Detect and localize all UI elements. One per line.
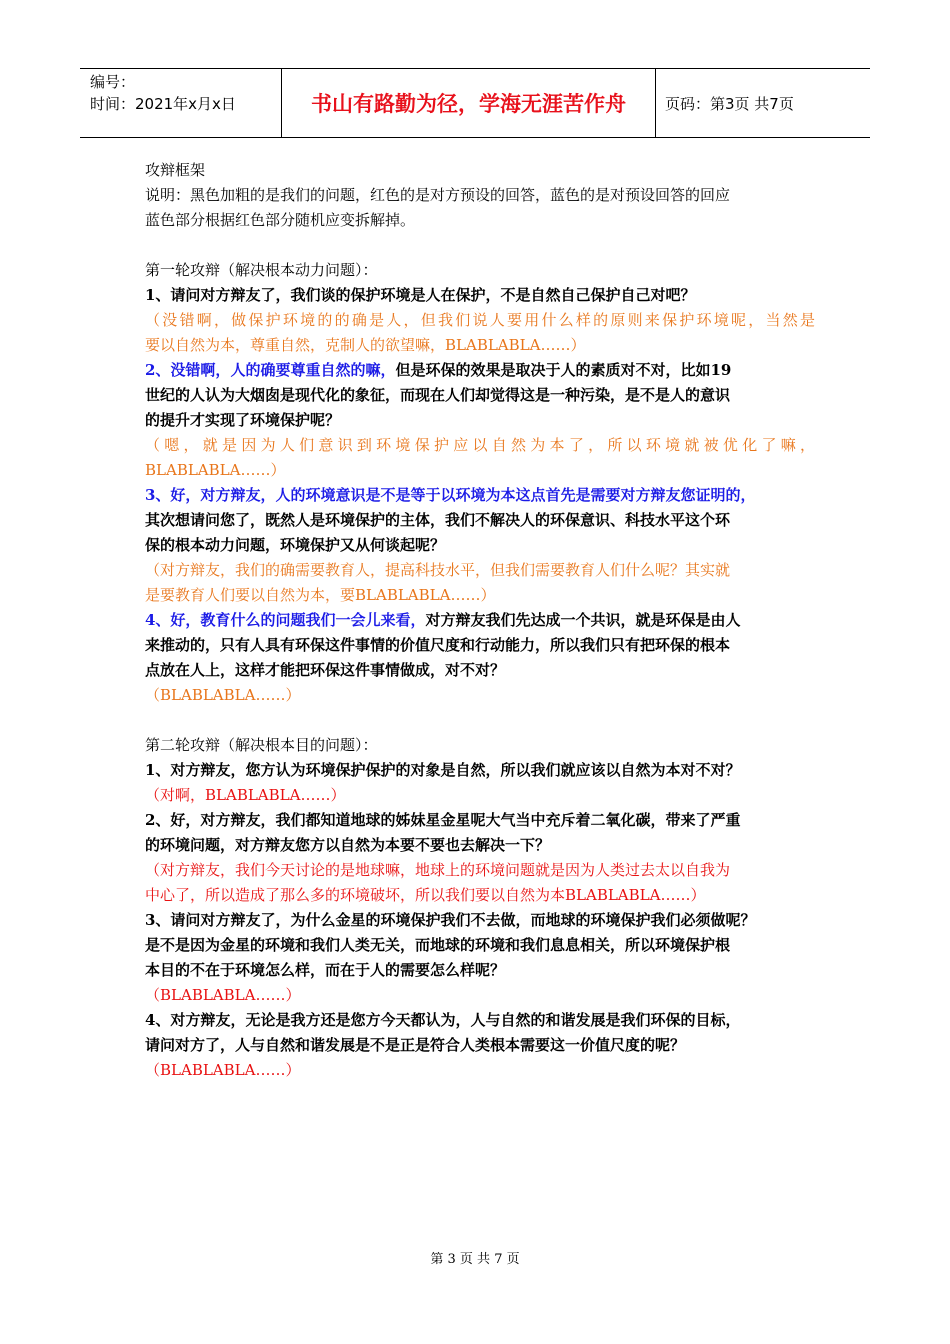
note-line: 蓝色部分根据红色部分随机应变拆解掉。 — [145, 211, 416, 229]
question-line: 来推动的，只有人具有环保这件事情的价值尺度和行动能力，所以我们只有把环保的根本 — [145, 636, 731, 654]
preset-answer-line: （对方辩友，我们的确需要教育人，提高科技水平，但我们需要教育人们什么呢？其实就 — [145, 561, 731, 579]
question-line: 4、对方辩友，无论是我方还是您方今天都认为，人与自然的和谐发展是我们环保的目标， — [145, 1011, 741, 1029]
preset-answer-line: 是要教育人们要以自然为本，要BLABLABLA……） — [145, 586, 496, 604]
question-line: 1、请问对方辩友了，我们谈的保护环境是人在保护，不是自然自己保护自己对吧？ — [145, 286, 696, 304]
preset-answer-line: （对啊，BLABLABLA……） — [145, 786, 346, 804]
document-body — [145, 158, 815, 1083]
question-text: 对方辩友我们先达成一个共识，就是环保是由人 — [425, 611, 741, 629]
question-line: 本目的不在于环境怎么样，而在于人的需要怎么样呢？ — [145, 961, 506, 979]
question-line: 请问对方了，人与自然和谐发展是不是正是符合人类根本需要这一价值尺度的呢？ — [145, 1036, 686, 1054]
round2-heading: 第二轮攻辩（解决根本目的问题）： — [145, 736, 378, 754]
preset-answer-line: 中心了，所以造成了那么多的环境破坏，所以我们要以自然为本BLABLABLA……） — [145, 886, 706, 904]
page-header — [80, 68, 870, 138]
question-line: 的环境问题，对方辩友您方以自然为本要不要也去解决一下？ — [145, 836, 551, 854]
question-line: 3、请问对方辩友了，为什么金星的环境保护我们不去做，而地球的环境保护我们必须做呢？ — [145, 911, 756, 929]
response-line: 3、好，对方辩友，人的环境意识是不是等于以环境为本这点首先是需要对方辩友您证明的， — [145, 486, 756, 504]
preset-answer-line: （BLABLABLA……） — [145, 686, 301, 704]
page-footer: 第 3 页 共 7 页 — [430, 1252, 520, 1267]
question-line: 是不是因为金星的环境和我们人类无关，而地球的环境和我们息息相关，所以环境保护根 — [145, 936, 731, 954]
question-line: 世纪的人认为大烟囱是现代化的象征，而现在人们却觉得这是一种污染，是不是人的意识 — [145, 386, 731, 404]
header-motto: 书山有路勤为径，学海无涯苦作舟 — [282, 69, 656, 137]
header-time-label: 时间：2021年x月x日 — [90, 95, 236, 113]
preset-answer-line: BLABLABLA……） — [145, 461, 286, 479]
preset-answer-line: （没错啊，做保护环境的的确是人，但我们说人要用什么样的原则来保护环境呢，当然是 — [145, 311, 815, 329]
preset-answer-line: （嗯，就是因为人们意识到环境保护应以自然为本了，所以环境就被优化了嘛， — [145, 436, 815, 454]
question-line — [145, 608, 815, 633]
question-line: 其次想请问您了，既然人是环境保护的主体，我们不解决人的环保意识、科技水平这个环 — [145, 511, 731, 529]
question-line: 点放在人上，这样才能把环保这件事情做成，对不对？ — [145, 661, 506, 679]
question-line — [145, 358, 815, 383]
header-page-info: 页码：第3页 共7页 — [665, 94, 794, 113]
question-line: 保的根本动力问题，环境保护又从何谈起呢？ — [145, 536, 446, 554]
header-meta — [80, 69, 282, 137]
header-number-label: 编号： — [90, 73, 136, 91]
document-title: 攻辩框架 — [145, 161, 206, 179]
round1-heading: 第一轮攻辩（解决根本动力问题）： — [145, 261, 378, 279]
preset-answer-line: （对方辩友，我们今天讨论的是地球嘛，地球上的环境问题就是因为人类过去太以自我为 — [145, 861, 731, 879]
response-text: 4、好，教育什么的问题我们一会儿来看， — [145, 611, 426, 629]
question-text: 但是环保的效果是取决于人的素质对不对，比如19 — [395, 361, 732, 379]
preset-answer-line: 要以自然为本，尊重自然，克制人的欲望嘛，BLABLABLA……） — [145, 336, 586, 354]
question-line: 1、对方辩友，您方认为环境保护保护的对象是自然，所以我们就应该以自然为本对不对？ — [145, 761, 741, 779]
note-line: 说明：黑色加粗的是我们的问题，红色的是对方预设的回答，蓝色的是对预设回答的回应 — [145, 186, 731, 204]
preset-answer-line: （BLABLABLA……） — [145, 986, 301, 1004]
question-line: 的提升才实现了环境保护呢？ — [145, 411, 341, 429]
preset-answer-line: （BLABLABLA……） — [145, 1061, 301, 1079]
response-text: 2、没错啊，人的确要尊重自然的嘛， — [145, 361, 396, 379]
question-line: 2、好，对方辩友，我们都知道地球的姊妹星金星呢大气当中充斥着二氧化碳，带来了严重 — [145, 811, 741, 829]
